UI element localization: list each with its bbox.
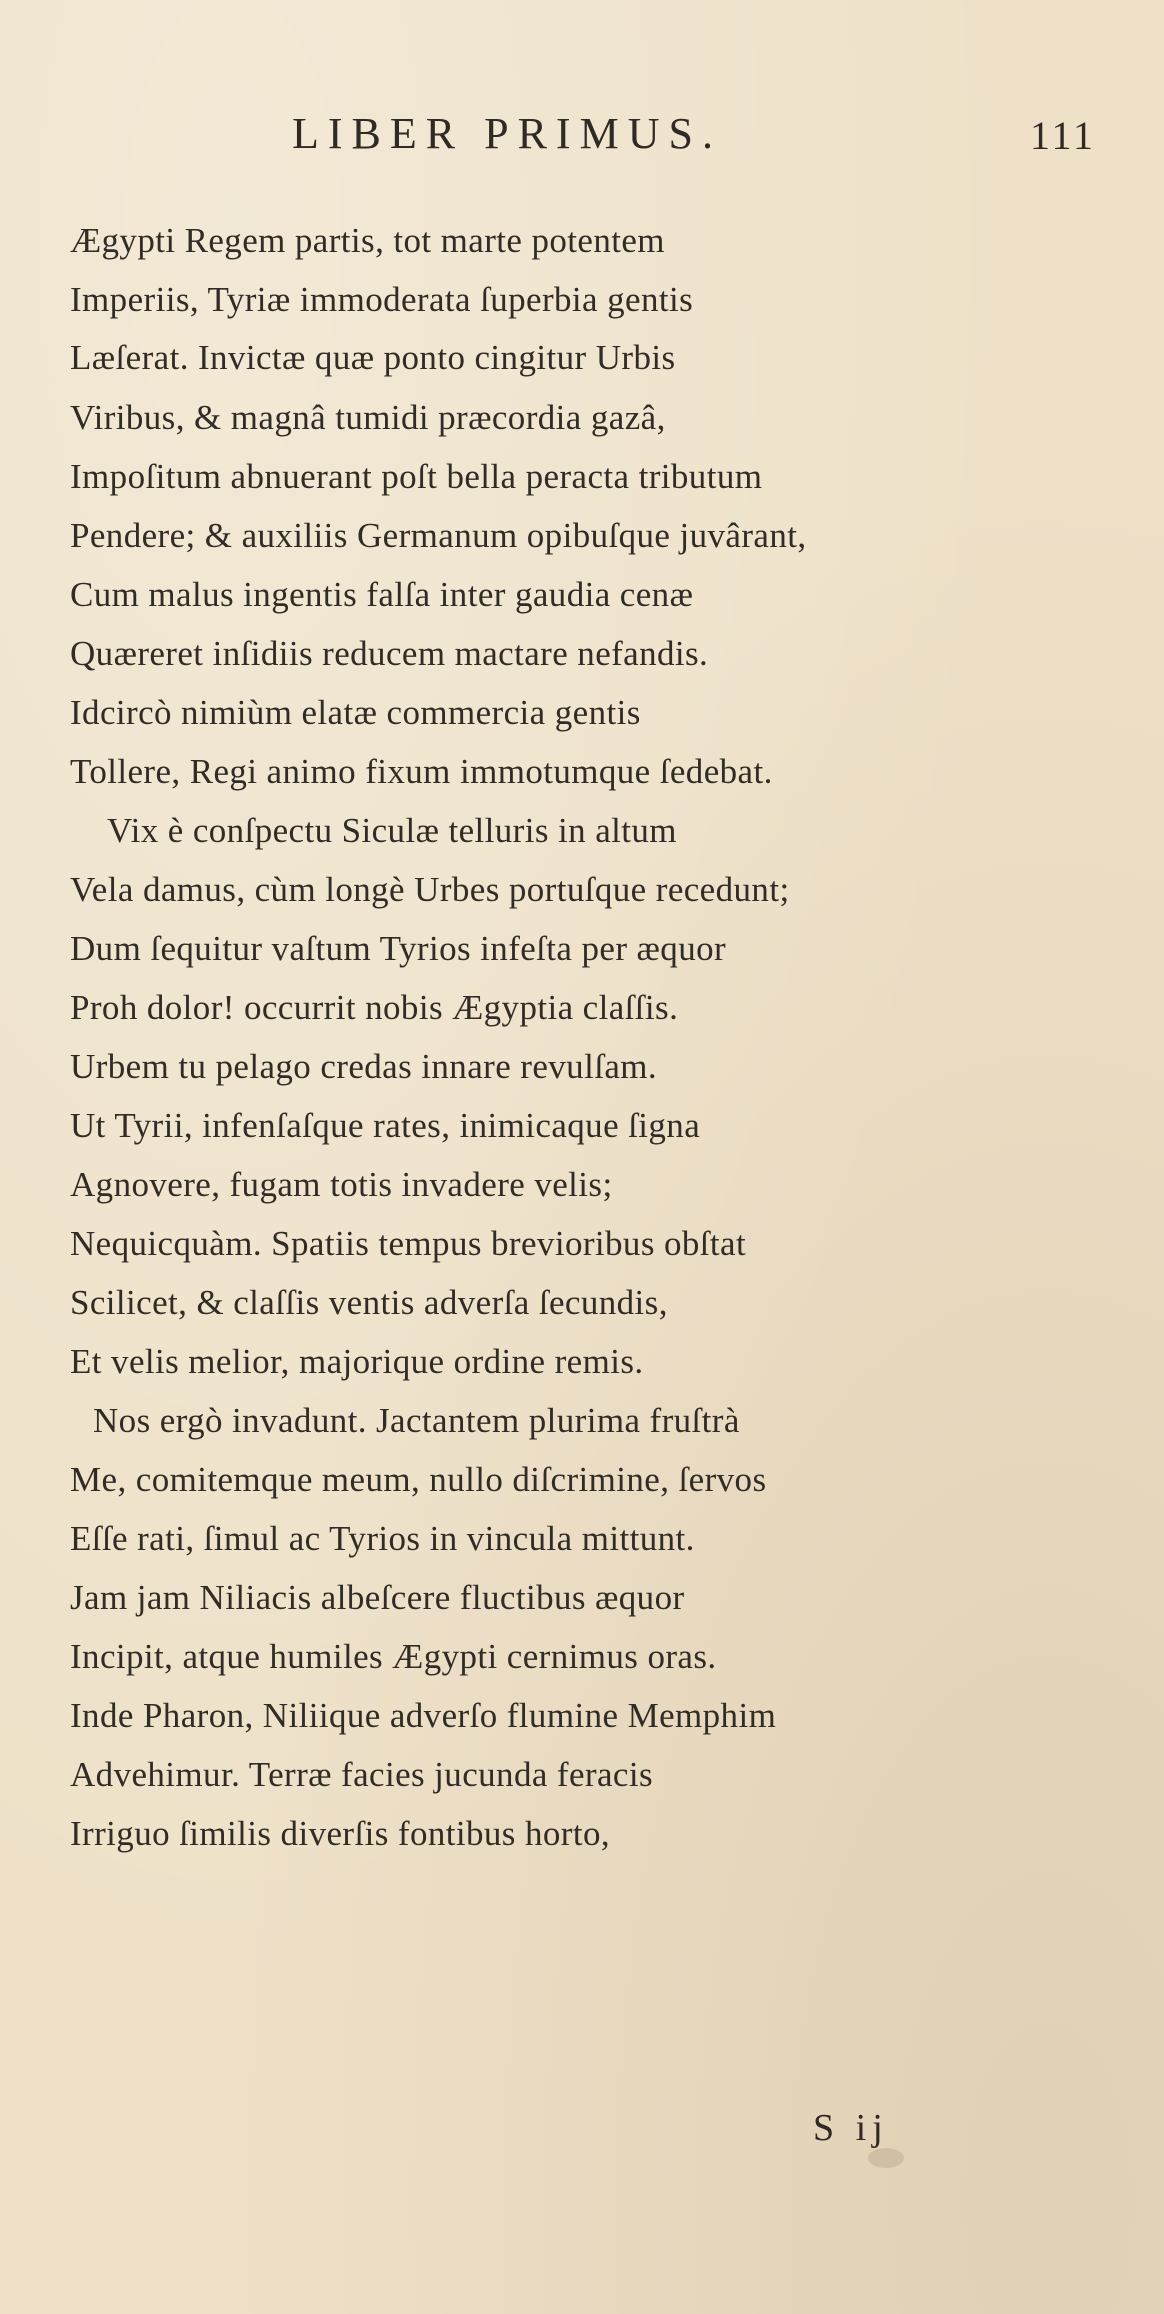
- verse-line: Læſerat. Invictæ quæ ponto cingitur Urbis: [70, 338, 676, 377]
- verse-line: Cum malus ingentis falſa inter gaudia cenæ: [70, 575, 694, 614]
- verse-line: Agnovere, fugam totis invadere velis;: [70, 1165, 613, 1204]
- verse-line: Et velis melior, majorique ordine remis.: [70, 1342, 644, 1381]
- verse-line: Dum ſequitur vaſtum Tyrios infeſta per æquor: [70, 929, 727, 968]
- page-header: [0, 108, 1164, 168]
- verse-line: Tollere, Regi animo fixum immotumque ſedebat.: [70, 752, 773, 791]
- verse-line: Imperiis, Tyriæ immoderata ſuperbia gentis: [70, 280, 694, 319]
- verse-line: Viribus, & magnâ tumidi præcordia gazâ,: [70, 398, 666, 437]
- verse-line: Inde Pharon, Niliique adverſo flumine Memphim: [70, 1696, 777, 1735]
- verse-line: Eſſe rati, ſimul ac Tyrios in vincula mittunt.: [70, 1519, 695, 1558]
- verse-line: Nos ergò invadunt. Jactantem plurima fruſtrà: [93, 1401, 740, 1440]
- verse-line: Ægypti Regem partis, tot marte potentem: [70, 221, 665, 260]
- paper-stain: [868, 2148, 904, 2168]
- verse-line: Quæreret inſidiis reducem mactare nefandis.: [70, 634, 709, 673]
- verse-line: Advehimur. Terræ facies jucunda feracis: [70, 1755, 653, 1794]
- verse-line: Nequicquàm. Spatiis tempus brevioribus obſtat: [70, 1224, 747, 1263]
- verse-line: Ut Tyrii, infenſaſque rates, inimicaque ſigna: [70, 1106, 701, 1145]
- verse-line: Urbem tu pelago credas innare revulſam.: [70, 1047, 658, 1086]
- verse-line: Scilicet, & claſſis ventis adverſa ſecundis,: [70, 1283, 668, 1322]
- verse-line: Incipit, atque humiles Ægypti cernimus oras.: [70, 1637, 717, 1676]
- verse-line: Proh dolor! occurrit nobis Ægyptia claſſis.: [70, 988, 679, 1027]
- verse-line: Vela damus, cùm longè Urbes portuſque recedunt;: [70, 870, 790, 909]
- verse-line: Me, comitemque meum, nullo diſcrimine, ſervos: [70, 1460, 767, 1499]
- running-title: LIBER PRIMUS.: [292, 109, 722, 158]
- signature-mark: S ij: [813, 2107, 889, 2149]
- page-number: 111: [1030, 113, 1097, 158]
- verse-line: Jam jam Niliacis albeſcere fluctibus æquor: [70, 1578, 685, 1617]
- verse-line: Impoſitum abnuerant poſt bella peracta tributum: [70, 457, 763, 496]
- verse-line: Irriguo ſimilis diverſis fontibus horto,: [70, 1814, 610, 1853]
- verse-line: Idcircò nimiùm elatæ commercia gentis: [70, 693, 641, 732]
- verse-line: Vix è conſpectu Siculæ telluris in altum: [107, 811, 677, 850]
- verse-line: Pendere; & auxiliis Germanum opibuſque juvârant,: [70, 516, 807, 555]
